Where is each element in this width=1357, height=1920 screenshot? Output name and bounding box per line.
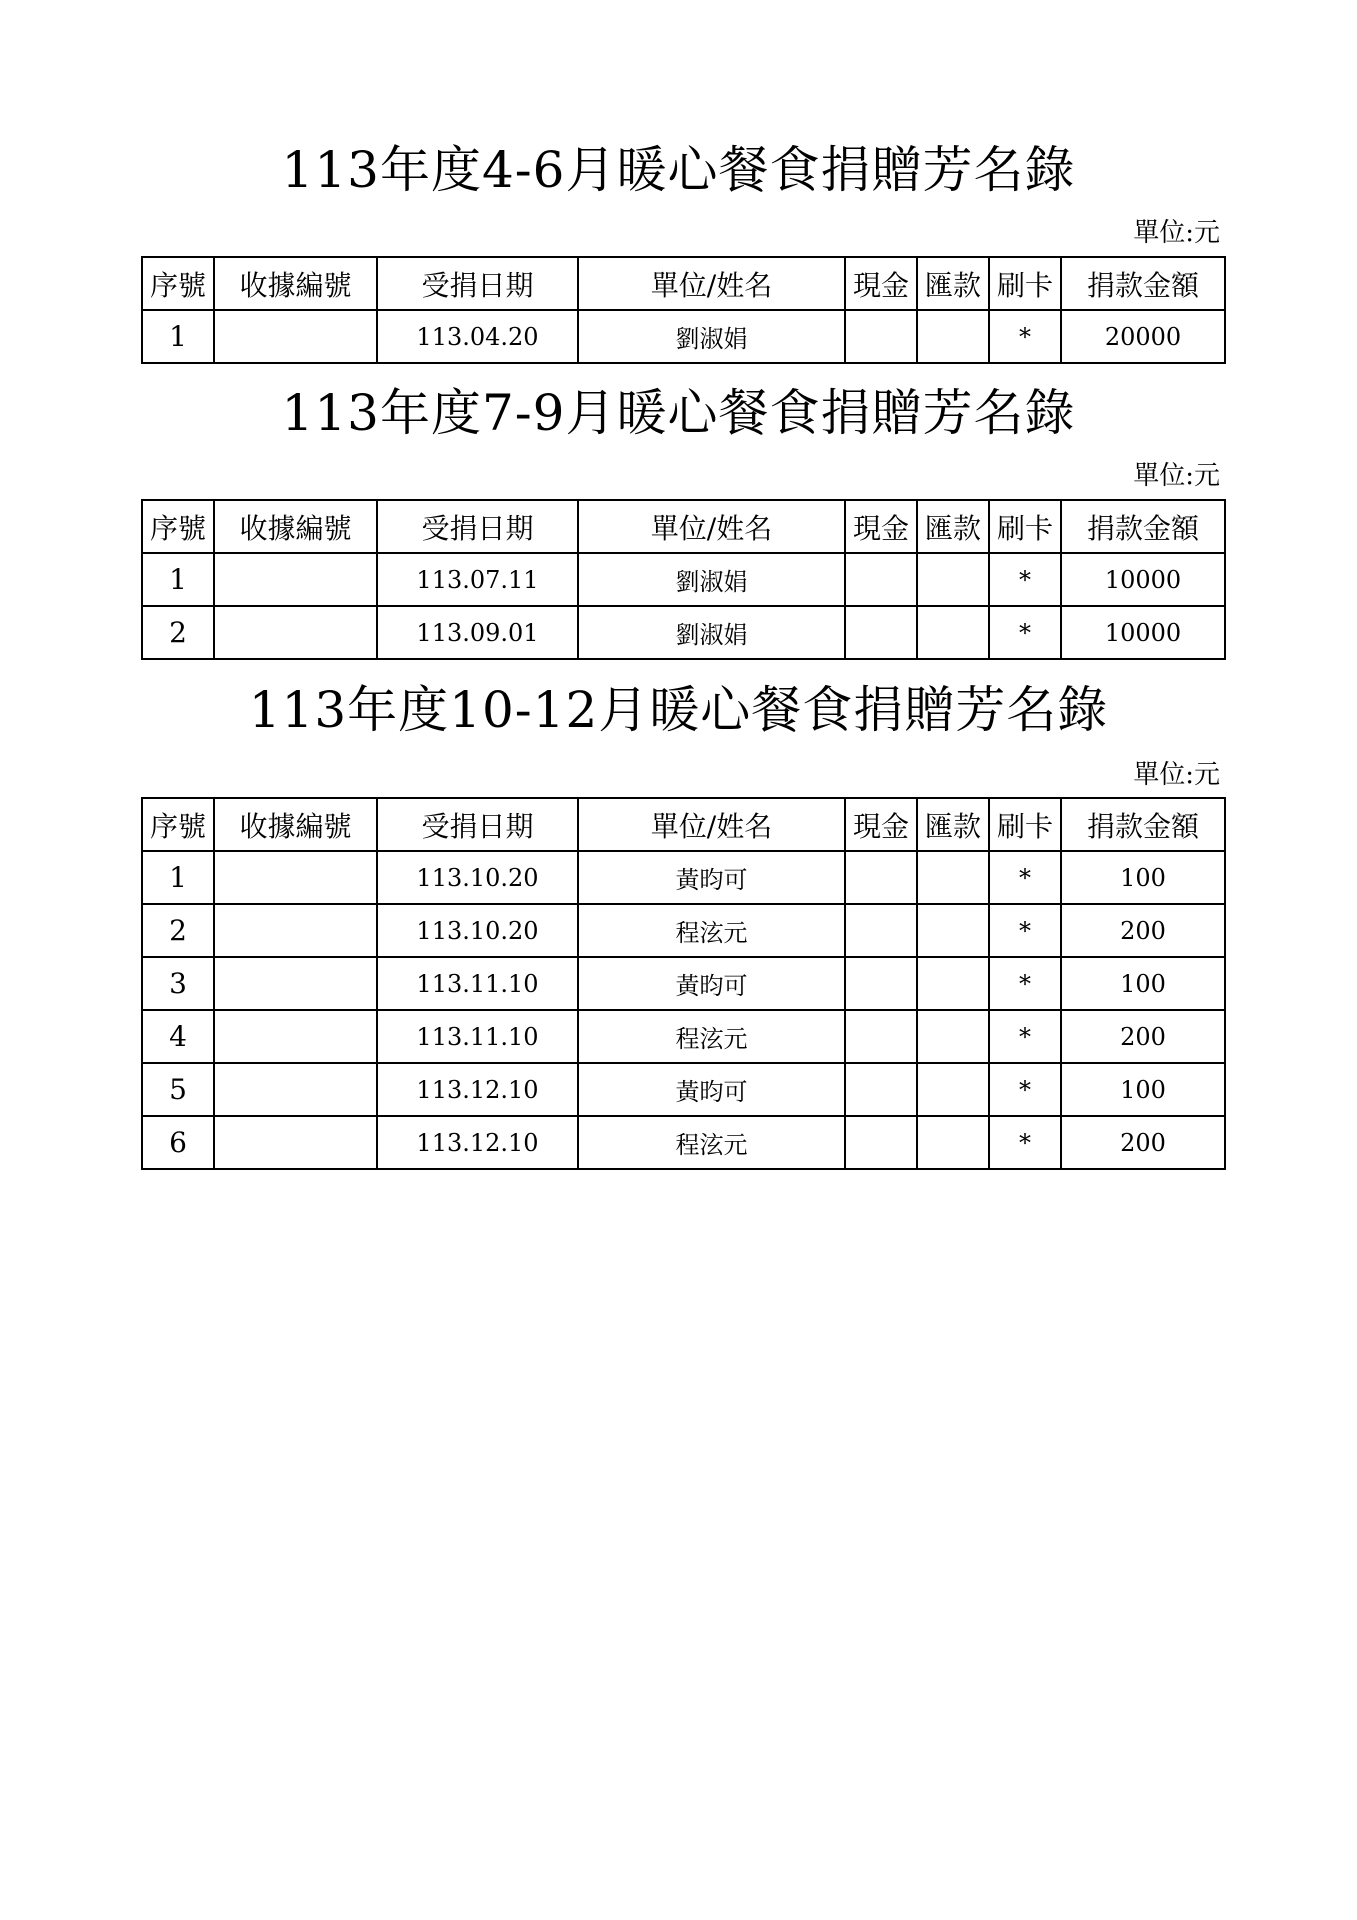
cell-date: 113.10.20 [377, 904, 578, 957]
cell-card: * [989, 606, 1061, 659]
cell-cash [845, 553, 917, 606]
header-date: 受捐日期 [377, 500, 578, 553]
table-row [142, 606, 1225, 659]
cell-cash [845, 851, 917, 904]
header-amount: 捐款金額 [1061, 798, 1225, 851]
cell-name: 劉淑娟 [578, 553, 845, 606]
cell-card: * [989, 957, 1061, 1010]
cell-name: 程泫元 [578, 904, 845, 957]
header-receipt-no: 收據編號 [214, 500, 377, 553]
cell-date: 113.11.10 [377, 957, 578, 1010]
header-name: 單位/姓名 [578, 257, 845, 310]
header-name: 單位/姓名 [578, 798, 845, 851]
cell-name: 黃昀可 [578, 851, 845, 904]
cell-name: 程泫元 [578, 1116, 845, 1169]
header-row [142, 798, 1225, 851]
cell-card: * [989, 1063, 1061, 1116]
cell-name: 劉淑娟 [578, 310, 845, 363]
cell-card: * [989, 310, 1061, 363]
donor-table [141, 499, 1226, 660]
cell-cash [845, 1116, 917, 1169]
cell-cash [845, 1063, 917, 1116]
header-date: 受捐日期 [377, 257, 578, 310]
cell-name: 黃昀可 [578, 957, 845, 1010]
cell-seq: 2 [142, 904, 214, 957]
cell-remittance [917, 1010, 989, 1063]
cell-cash [845, 1010, 917, 1063]
cell-name: 劉淑娟 [578, 606, 845, 659]
table-row [142, 310, 1225, 363]
header-date: 受捐日期 [377, 798, 578, 851]
cell-receipt-no [214, 904, 377, 957]
header-row [142, 500, 1225, 553]
header-remittance: 匯款 [917, 257, 989, 310]
section-title: 113年度4-6月暖心餐食捐贈芳名錄 [281, 141, 1076, 199]
cell-amount: 100 [1061, 851, 1225, 904]
table-row [142, 957, 1225, 1010]
cell-amount: 100 [1061, 1063, 1225, 1116]
cell-cash [845, 904, 917, 957]
cell-receipt-no [214, 310, 377, 363]
cell-date: 113.12.10 [377, 1116, 578, 1169]
cell-remittance [917, 553, 989, 606]
cell-seq: 5 [142, 1063, 214, 1116]
cell-seq: 1 [142, 553, 214, 606]
cell-cash [845, 957, 917, 1010]
table-row [142, 553, 1225, 606]
cell-card: * [989, 904, 1061, 957]
cell-receipt-no [214, 957, 377, 1010]
cell-remittance [917, 851, 989, 904]
cell-remittance [917, 606, 989, 659]
cell-date: 113.10.20 [377, 851, 578, 904]
cell-card: * [989, 1010, 1061, 1063]
table-row [142, 851, 1225, 904]
header-card: 刷卡 [989, 257, 1061, 310]
cell-amount: 100 [1061, 957, 1225, 1010]
cell-card: * [989, 553, 1061, 606]
cell-seq: 3 [142, 957, 214, 1010]
cell-amount: 10000 [1061, 606, 1225, 659]
table-row [142, 1116, 1225, 1169]
donor-table [141, 256, 1226, 364]
cell-receipt-no [214, 553, 377, 606]
cell-seq: 1 [142, 310, 214, 363]
cell-amount: 200 [1061, 1010, 1225, 1063]
header-name: 單位/姓名 [578, 500, 845, 553]
cell-cash [845, 606, 917, 659]
unit-label: 單位:元 [1133, 461, 1220, 491]
header-receipt-no: 收據編號 [214, 798, 377, 851]
header-cash: 現金 [845, 500, 917, 553]
cell-amount: 200 [1061, 904, 1225, 957]
unit-label: 單位:元 [1133, 218, 1220, 248]
cell-receipt-no [214, 1010, 377, 1063]
cell-receipt-no [214, 851, 377, 904]
cell-receipt-no [214, 1063, 377, 1116]
header-seq: 序號 [142, 798, 214, 851]
cell-name: 黃昀可 [578, 1063, 845, 1116]
table-row [142, 904, 1225, 957]
header-card: 刷卡 [989, 798, 1061, 851]
header-row [142, 257, 1225, 310]
header-amount: 捐款金額 [1061, 257, 1225, 310]
cell-seq: 4 [142, 1010, 214, 1063]
cell-cash [845, 310, 917, 363]
section-title: 113年度7-9月暖心餐食捐贈芳名錄 [281, 384, 1076, 442]
header-cash: 現金 [845, 798, 917, 851]
cell-seq: 6 [142, 1116, 214, 1169]
cell-card: * [989, 851, 1061, 904]
header-receipt-no: 收據編號 [214, 257, 377, 310]
cell-receipt-no [214, 606, 377, 659]
header-seq: 序號 [142, 500, 214, 553]
cell-remittance [917, 1116, 989, 1169]
cell-amount: 200 [1061, 1116, 1225, 1169]
table-row [142, 1010, 1225, 1063]
table-row [142, 1063, 1225, 1116]
cell-date: 113.11.10 [377, 1010, 578, 1063]
header-remittance: 匯款 [917, 798, 989, 851]
cell-card: * [989, 1116, 1061, 1169]
cell-remittance [917, 310, 989, 363]
cell-date: 113.09.01 [377, 606, 578, 659]
unit-label: 單位:元 [1133, 760, 1220, 790]
cell-name: 程泫元 [578, 1010, 845, 1063]
section-title: 113年度10-12月暖心餐食捐贈芳名錄 [248, 681, 1109, 739]
header-card: 刷卡 [989, 500, 1061, 553]
header-cash: 現金 [845, 257, 917, 310]
cell-remittance [917, 957, 989, 1010]
cell-remittance [917, 1063, 989, 1116]
cell-seq: 1 [142, 851, 214, 904]
header-remittance: 匯款 [917, 500, 989, 553]
cell-receipt-no [214, 1116, 377, 1169]
header-seq: 序號 [142, 257, 214, 310]
header-amount: 捐款金額 [1061, 500, 1225, 553]
cell-date: 113.04.20 [377, 310, 578, 363]
cell-amount: 20000 [1061, 310, 1225, 363]
donor-table [141, 797, 1226, 1170]
cell-seq: 2 [142, 606, 214, 659]
cell-amount: 10000 [1061, 553, 1225, 606]
cell-date: 113.07.11 [377, 553, 578, 606]
cell-date: 113.12.10 [377, 1063, 578, 1116]
cell-remittance [917, 904, 989, 957]
